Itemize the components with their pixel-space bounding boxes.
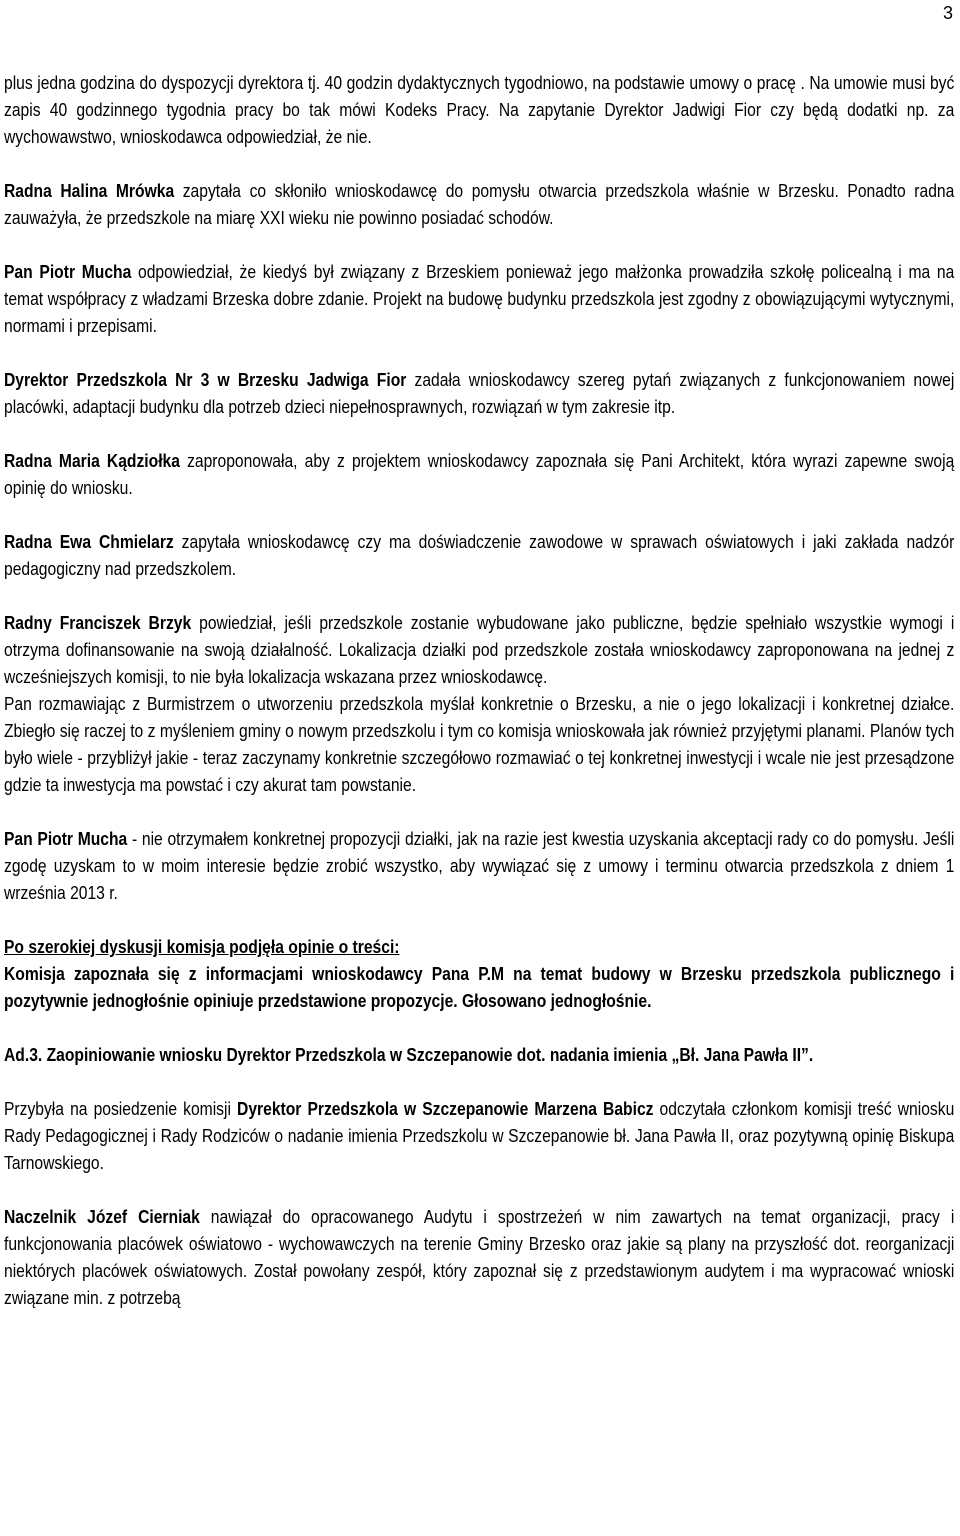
page-number: 3 <box>942 3 953 23</box>
paragraph <box>4 610 954 691</box>
paragraph <box>4 691 954 799</box>
paragraph <box>4 961 954 1015</box>
paragraph <box>4 529 954 583</box>
paragraph <box>4 448 954 502</box>
text-segment: odpowiedział, że kiedyś był związany z Brzeskiem ponieważ jego małżonka prowadziła szkołę policealną i ma na temat współpracy z władzami Brzeska dobre zdanie. Projekt na budowę budynku przedszkola jest zgodny z obowiązującymi wytycznymi, normami i przepisami. <box>4 262 955 336</box>
bold-text-segment: Po szerokiej dyskusji komisja podjęła opinie o treści: <box>4 937 400 957</box>
bold-text-segment: Radna Halina Mrówka <box>4 181 175 201</box>
bold-text-segment: Radny Franciszek Brzyk <box>4 613 192 633</box>
text-segment: Pan rozmawiając z Burmistrzem o utworzeniu przedszkola myślał konkretnie o Brzesku, a nie o jego lokalizacji i konkretnej działce. Zbiegło się raczej to z myśleniem gminy o nowym przedszkolu i tym co komisja wnioskowała jak również przyjętymi planami. Planów tych było wiele - przybliżył jakie - teraz zaczynamy konkretnie szczegółowo rozmawiać o tej konkretnej inwestycji i wcale nie jest przesądzone gdzie ta inwestycja ma powstać i czy akurat tam powstanie. <box>4 694 955 795</box>
paragraph <box>4 70 954 151</box>
paragraph <box>4 259 954 340</box>
bold-text-segment: Ad.3. Zaopiniowanie wniosku Dyrektor Przedszkola w Szczepanowie dot. nadania imienia „Bł. Jana Pawła II”. <box>4 1045 814 1065</box>
paragraph <box>4 1042 954 1069</box>
bold-text-segment: Dyrektor Przedszkola Nr 3 w Brzesku Jadwiga Fior <box>4 370 407 390</box>
text-segment: odczytała członkom komisji treść wniosku Rady Pedagogicznej i Rady Rodziców o nadanie imienia Przedszkolu w Szczepanowie bł. Jana Pawła II, oraz pozytywną opinię Biskupa Tarnowskiego. <box>4 1099 955 1173</box>
bold-text-segment: Komisja zapoznała się z informacjami wnioskodawcy Pana P.M na temat budowy w Brzesku przedszkola publicznego i pozytywnie jednogłośnie opiniuje przedstawione propozycje. Głosowano jednogłośnie. <box>4 964 955 1011</box>
text-segment: - nie otrzymałem konkretnej propozycji działki, jak na razie jest kwestia uzyskania akceptacji rady co do pomysłu. Jeśli zgodę uzyskam to w moim interesie będzie zrobić wszystko, aby wywiązać się z umowy i terminu otwarcia przedszkola z dniem 1 września 2013 r. <box>4 829 955 903</box>
paragraph <box>4 934 954 961</box>
bold-text-segment: Radna Maria Kądziołka <box>4 451 180 471</box>
text-segment: nawiązał do opracowanego Audytu i spostrzeżeń w nim zawartych na temat organizacji, pracy i funkcjonowania placówek oświatowo - wychowawczych na terenie Gminy Brzesko oraz jakie są plany na przyszłość dot. reorganizacji niektórych placówek oświatowych. Został powołany zespół, który zapoznał się z przedstawionym audytem i ma wypracować wnioski związane min. z potrzebą <box>4 1207 955 1308</box>
bold-text-segment: Pan Piotr Mucha <box>4 829 128 849</box>
bold-text-segment: Pan Piotr Mucha <box>4 262 132 282</box>
text-segment: zadała wnioskodawcy szereg pytań związanych z funkcjonowaniem nowej placówki, adaptacji budynku dla potrzeb dzieci niepełnosprawnych, rozwiązań w tym zakresie itp. <box>4 370 955 417</box>
text-segment: zapytała wnioskodawcę czy ma doświadczenie zawodowe w sprawach oświatowych i jaki zakłada nadzór pedagogiczny nad przedszkolem. <box>4 532 955 579</box>
text-segment: Przybyła na posiedzenie komisji <box>4 1099 238 1119</box>
paragraph <box>4 1096 954 1177</box>
paragraph <box>4 367 954 421</box>
bold-text-segment: Radna Ewa Chmielarz <box>4 532 174 552</box>
text-segment: powiedział, jeśli przedszkole zostanie wybudowane jako publiczne, będzie spełniało wszystkie wymogi i otrzyma dofinansowanie na swoją działalność. Lokalizacja działki pod przedszkole została wnioskodawcy zaproponowana na jednej z wcześniejszych komisji, to nie była lokalizacja wskazana przez wnioskodawcę. <box>4 613 955 687</box>
text-segment: zapytała co skłoniło wnioskodawcę do pomysłu otwarcia przedszkola właśnie w Brzesku. Ponadto radna zauważyła, że przedszkole na miarę XXI wieku nie powinno posiadać schodów. <box>4 181 955 228</box>
document-body <box>4 70 954 1339</box>
text-segment: zaproponowała, aby z projektem wnioskodawcy zapoznała się Pani Architekt, która wyrazi zapewne swoją opinię do wniosku. <box>4 451 955 498</box>
bold-text-segment: Naczelnik Józef Cierniak <box>4 1207 200 1227</box>
text-segment: plus jedna godzina do dyspozycji dyrektora tj. 40 godzin dydaktycznych tygodniowo, na podstawie umowy o pracę . Na umowie musi być zapis 40 godzinnego tygodnia pracy bo tak mówi Kodeks Pracy. Na zapytanie Dyrektor Jadwigi Fior czy będą dodatki np. za wychowawstwo, wnioskodawca odpowiedział, że nie. <box>4 73 955 147</box>
paragraph <box>4 826 954 907</box>
bold-text-segment: Dyrektor Przedszkola w Szczepanowie Marzena Babicz <box>237 1099 654 1119</box>
paragraph <box>4 178 954 232</box>
paragraph <box>4 1204 954 1312</box>
